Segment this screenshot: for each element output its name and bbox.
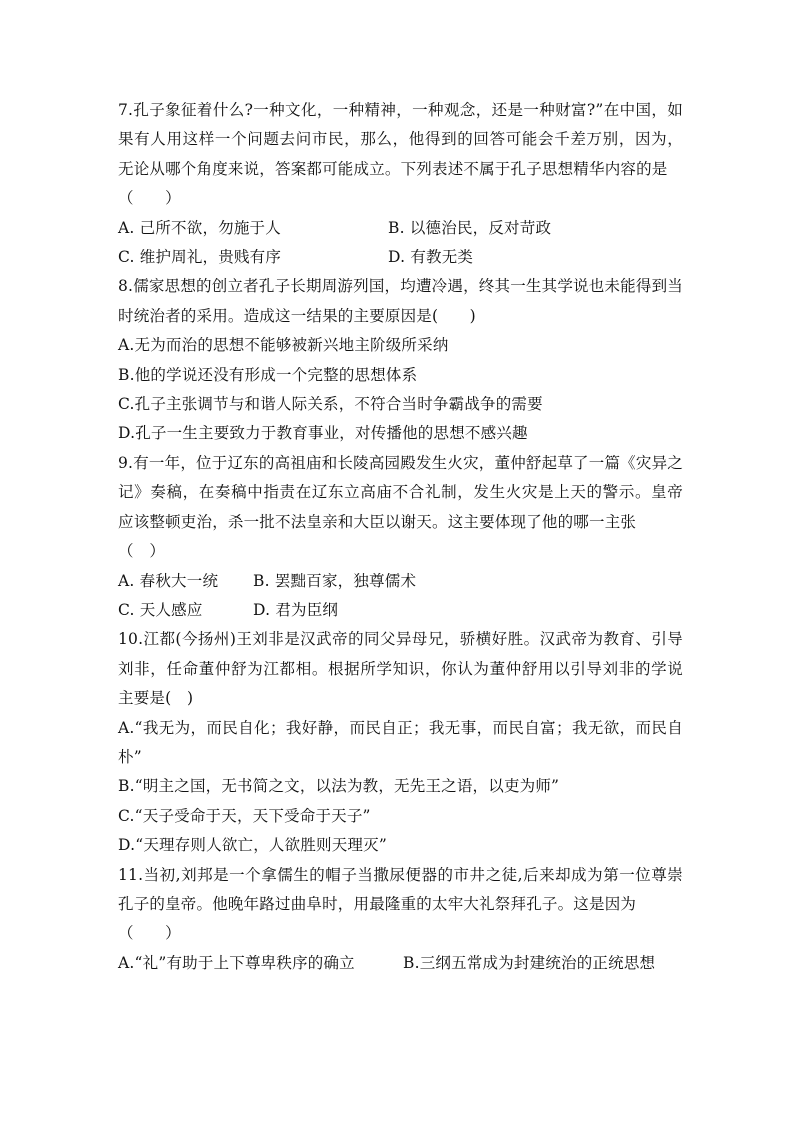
question-7-option-d: D. 有教无类	[388, 248, 474, 267]
question-7-options-row-1	[118, 214, 683, 243]
question-10	[118, 625, 683, 860]
question-8-option-b: B.他的学说还没有形成一个完整的思想体系	[118, 365, 418, 384]
question-10-option-c: C.“天子受命于天，天下受命于天子”	[118, 806, 371, 825]
question-11-option-b: B.三纲五常成为封建统治的正统思想	[403, 953, 656, 972]
question-9-option-a: A. 春秋大一统	[118, 571, 219, 590]
question-9-options-row-1	[118, 567, 683, 596]
question-11-stem: 11.当初,刘邦是一个拿儒生的帽子当撒尿便器的市井之徒,后来却成为第一位尊崇孔子的皇帝。他晚年路过曲阜时，用最隆重的太牢大礼祭拜孔子。这是因为	[118, 865, 683, 913]
question-7-option-b: B. 以德治民，反对苛政	[388, 218, 552, 237]
question-8	[118, 272, 683, 448]
question-10-option-b: B.“明主之国，无书简之文，以法为教，无先王之语，以吏为师”	[118, 777, 560, 796]
question-7-option-a: A. 己所不欲，勿施于人	[118, 218, 281, 237]
question-11-answer-blank: （ ）	[118, 924, 181, 943]
question-11-options-row-1	[118, 949, 683, 978]
question-10-option-d: D.“天理存则人欲亡，人欲胜则天理灭”	[118, 836, 387, 855]
question-11	[118, 861, 683, 979]
question-8-option-a: A.无为而治的思想不能够被新兴地主阶级所采纳	[118, 336, 449, 355]
question-8-stem: 8.儒家思想的创立者孔子长期周游列国，均遭冷遇，终其一生其学说也未能得到当时统治者的采用。造成这一结果的主要原因是( )	[118, 277, 683, 325]
question-9-options-row-2	[118, 596, 683, 625]
question-10-option-a: A.“我无为，而民自化；我好静，而民自正；我无事，而民自富；我无欲，而民自朴”	[118, 718, 683, 766]
question-list	[118, 96, 683, 978]
question-7-options-row-2	[118, 243, 683, 272]
question-7-answer-blank: （ ）	[118, 189, 181, 208]
question-9-option-d: D. 君为臣纲	[253, 600, 339, 619]
question-9-option-b: B. 罢黜百家，独尊儒术	[253, 571, 417, 590]
question-8-option-d: D.孔子一生主要致力于教育事业，对传播他的思想不感兴趣	[118, 424, 528, 443]
question-9-stem: 9.有一年，位于辽东的高祖庙和长陵高园殿发生火灾，董仲舒起草了一篇《灾异之记》奏稿，在奏稿中指责在辽东立高庙不合礼制，发生火灾是上天的警示。皇帝应该整顿吏治，杀一批不法皇亲和大臣以谢天。这主要体现了他的哪一主张	[118, 453, 683, 531]
question-9-option-c: C. 天人感应	[118, 600, 203, 619]
question-9	[118, 449, 683, 625]
question-8-option-c: C.孔子主张调节与和谐人际关系，不符合当时争霸战争的需要	[118, 395, 543, 414]
question-9-answer-blank: （ ）	[118, 542, 166, 561]
question-11-option-a: A.“礼”有助于上下尊卑秩序的确立	[118, 953, 355, 972]
question-10-stem: 10.江都(今扬州)王刘非是汉武帝的同父异母兄，骄横好胜。汉武帝为教育、引导刘非，任命董仲舒为江都相。根据所学知识，你认为董仲舒用以引导刘非的学说主要是( )	[118, 630, 683, 708]
question-7	[118, 96, 683, 272]
question-7-stem: 7.孔子象征着什么?一种文化，一种精神，一种观念，还是一种财富?”在中国，如果有人用这样一个问题去问市民，那么，他得到的回答可能会千差万别，因为，无论从哪个角度来说，答案都可能成立。下列表述不属于孔子思想精华内容的是	[118, 101, 683, 178]
question-7-option-c: C. 维护周礼，贵贱有序	[118, 248, 282, 267]
